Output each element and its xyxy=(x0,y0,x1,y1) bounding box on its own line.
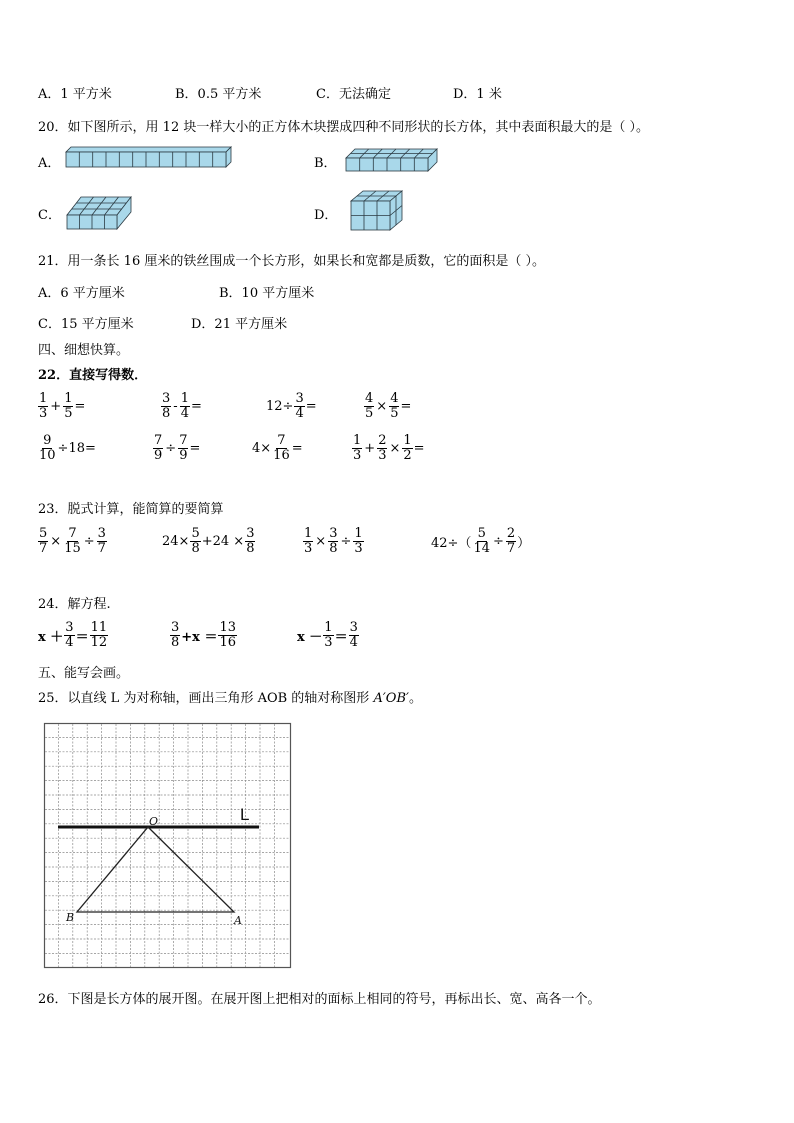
label-L: L xyxy=(240,805,250,824)
q25-symmetric-figure-name: A′OB′ xyxy=(373,691,409,706)
label-O: O xyxy=(149,815,159,828)
q22-expression-4: $\frac{4}{5}$ × $\frac{4}{5}$ = xyxy=(365,391,412,421)
q22-expression-7: 4× $\frac{7}{16}$ = xyxy=(252,433,303,463)
q23-question: 23．脱式计算，能简算的要简算 xyxy=(38,502,224,517)
q24-equation-2: $\frac{3}{8}$ +x ＝ $\frac{13}{16}$ xyxy=(171,620,236,650)
q19-option-a: A．1 平方米 xyxy=(38,87,112,102)
q22-expression-3: 12÷ $\frac{3}{4}$ = xyxy=(266,391,317,421)
q20-option-c-label: C． xyxy=(38,208,61,223)
q23-expression-1: $\frac{5}{7}$ × $\frac{7}{15}$ ÷ $\frac{3}{7}$ xyxy=(39,526,106,556)
label-A: A xyxy=(234,914,242,927)
section-5-heading: 五、能写会画。 xyxy=(38,666,130,681)
cube-figure-c xyxy=(67,193,135,231)
q23-expression-2: 24× $\frac{5}{8}$ +24 × $\frac{3}{8}$ xyxy=(162,526,255,556)
q22-expression-2: $\frac{3}{8}$ - $\frac{1}{4}$ = xyxy=(162,391,202,421)
q21-question: 21．用一条长 16 厘米的铁丝围成一个长方形，如果长和宽都是质数，它的面积是（ ）。 xyxy=(38,254,545,269)
q25-grid-figure xyxy=(44,723,292,969)
q19-option-b: B．0.5 平方米 xyxy=(175,87,262,102)
q22-expression-5: $\frac{9}{10}$ ÷18= xyxy=(39,433,96,463)
section-4-heading: 四、细想快算。 xyxy=(38,343,130,358)
q23-expression-4: 42÷（ $\frac{5}{14}$ ÷ $\frac{2}{7}$ ） xyxy=(431,526,531,556)
q25-question: 25．以直线 L 为对称轴，画出三角形 AOB 的轴对称图形 A′OB′。 xyxy=(38,691,422,706)
q22-question: 22．直接写得数． xyxy=(38,368,148,383)
q22-expression-6: $\frac{7}{9}$ ÷ $\frac{7}{9}$ = xyxy=(154,433,201,463)
label-B: B xyxy=(66,911,75,924)
q20-option-a-label: A． xyxy=(38,156,61,171)
q26-question: 26．下图是长方体的展开图。在展开图上把相对的面标上相同的符号，再标出长、宽、高各一个。 xyxy=(38,992,601,1007)
q19-option-d: D．1 米 xyxy=(453,87,502,102)
q20-option-d-label: D． xyxy=(314,208,338,223)
q22-expression-8: $\frac{1}{3}$ + $\frac{2}{3}$ × $\frac{1}{2}$ = xyxy=(353,433,425,463)
q20-option-b-label: B． xyxy=(314,156,337,171)
q21-option-c: C．15 平方厘米 xyxy=(38,317,134,332)
cube-figure-d xyxy=(351,190,407,232)
q19-option-c: C．无法确定 xyxy=(316,87,391,102)
q24-equation-1: x ＋ $\frac{3}{4}$ ＝ $\frac{11}{12}$ xyxy=(38,620,108,650)
q24-equation-3: x － $\frac{1}{3}$ ＝ $\frac{3}{4}$ xyxy=(297,620,358,650)
q21-option-b: B．10 平方厘米 xyxy=(219,286,315,301)
q20-question: 20．如下图所示，用 12 块一样大小的正方体木块摆成四种不同形状的长方体，其中表面积最大的是（ ）。 xyxy=(38,120,649,135)
q21-option-d: D．21 平方厘米 xyxy=(191,317,288,332)
q21-option-a: A．6 平方厘米 xyxy=(38,286,125,301)
q23-expression-3: $\frac{1}{3}$ × $\frac{3}{8}$ ÷ $\frac{1}{3}$ xyxy=(304,526,363,556)
cube-figure-b xyxy=(346,148,440,174)
cube-figure-a xyxy=(66,147,236,172)
q24-question: 24．解方程. xyxy=(38,597,111,612)
q22-expression-1: $\frac{1}{3}$ + $\frac{1}{5}$ = xyxy=(39,391,86,421)
